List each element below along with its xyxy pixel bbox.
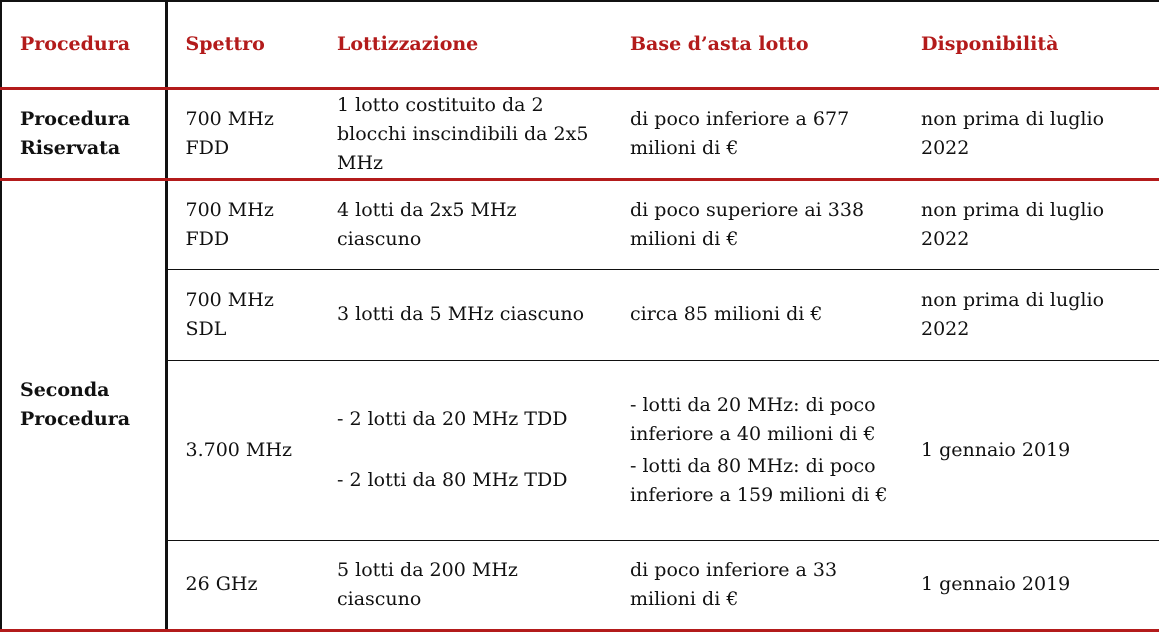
spettro-cell: 26 GHz <box>166 540 319 630</box>
header-procedura: Procedura <box>1 1 166 89</box>
lottizzazione-cell: 5 lotti da 200 MHz ciascuno <box>319 540 612 630</box>
table-row <box>1 180 1159 270</box>
lottizzazione-cell <box>319 360 612 540</box>
base-asta-cell: di poco inferiore a 33 milioni di € <box>612 540 903 630</box>
table-row <box>1 270 1159 360</box>
table-row <box>1 360 1159 540</box>
table-row <box>1 540 1159 630</box>
header-lottizzazione: Lottizzazione <box>319 1 612 89</box>
disponibilita-cell: 1 gennaio 2019 <box>903 540 1159 630</box>
spettro-cell: 700 MHz SDL <box>166 270 319 360</box>
lottizzazione-cell: 3 lotti da 5 MHz ciascuno <box>319 270 612 360</box>
base-asta-item: - lotti da 20 MHz: di poco inferiore a 40 milioni di € <box>630 393 876 445</box>
procedure-riservata: Procedura Riservata <box>1 89 166 180</box>
spettro-cell: 3.700 MHz <box>166 360 319 540</box>
disponibilita-cell: 1 gennaio 2019 <box>903 360 1159 540</box>
base-asta-item: - lotti da 80 MHz: di poco inferiore a 159 milioni di € <box>630 454 888 506</box>
spettro-cell: 700 MHz FDD <box>166 89 319 180</box>
lottizzazione-cell: 4 lotti da 2x5 MHz ciascuno <box>319 180 612 270</box>
spettro-cell: 700 MHz FDD <box>166 180 319 270</box>
header-disponibilita: Disponibilità <box>903 1 1159 89</box>
spacer <box>337 434 604 466</box>
header-row <box>1 1 1159 89</box>
disponibilita-cell: non prima di luglio 2022 <box>903 270 1159 360</box>
lottizzazione-cell: 1 lotto costituito da 2 blocchi inscindibili da 2x5 MHz <box>319 89 612 180</box>
lottizzazione-item: - 2 lotti da 80 MHz TDD <box>337 469 568 492</box>
header-base-asta: Base d’asta lotto <box>612 1 903 89</box>
disponibilita-cell: non prima di luglio 2022 <box>903 180 1159 270</box>
disponibilita-cell: non prima di luglio 2022 <box>903 89 1159 180</box>
base-asta-cell: di poco inferiore a 677 milioni di € <box>612 89 903 180</box>
table-row <box>1 89 1159 180</box>
base-asta-cell: di poco superiore ai 338 milioni di € <box>612 180 903 270</box>
base-asta-cell: circa 85 milioni di € <box>612 270 903 360</box>
base-asta-cell <box>612 360 903 540</box>
procedure-seconda: Seconda Procedura <box>1 180 166 631</box>
header-spettro: Spettro <box>166 1 319 89</box>
lottizzazione-item: - 2 lotti da 20 MHz TDD <box>337 408 568 431</box>
